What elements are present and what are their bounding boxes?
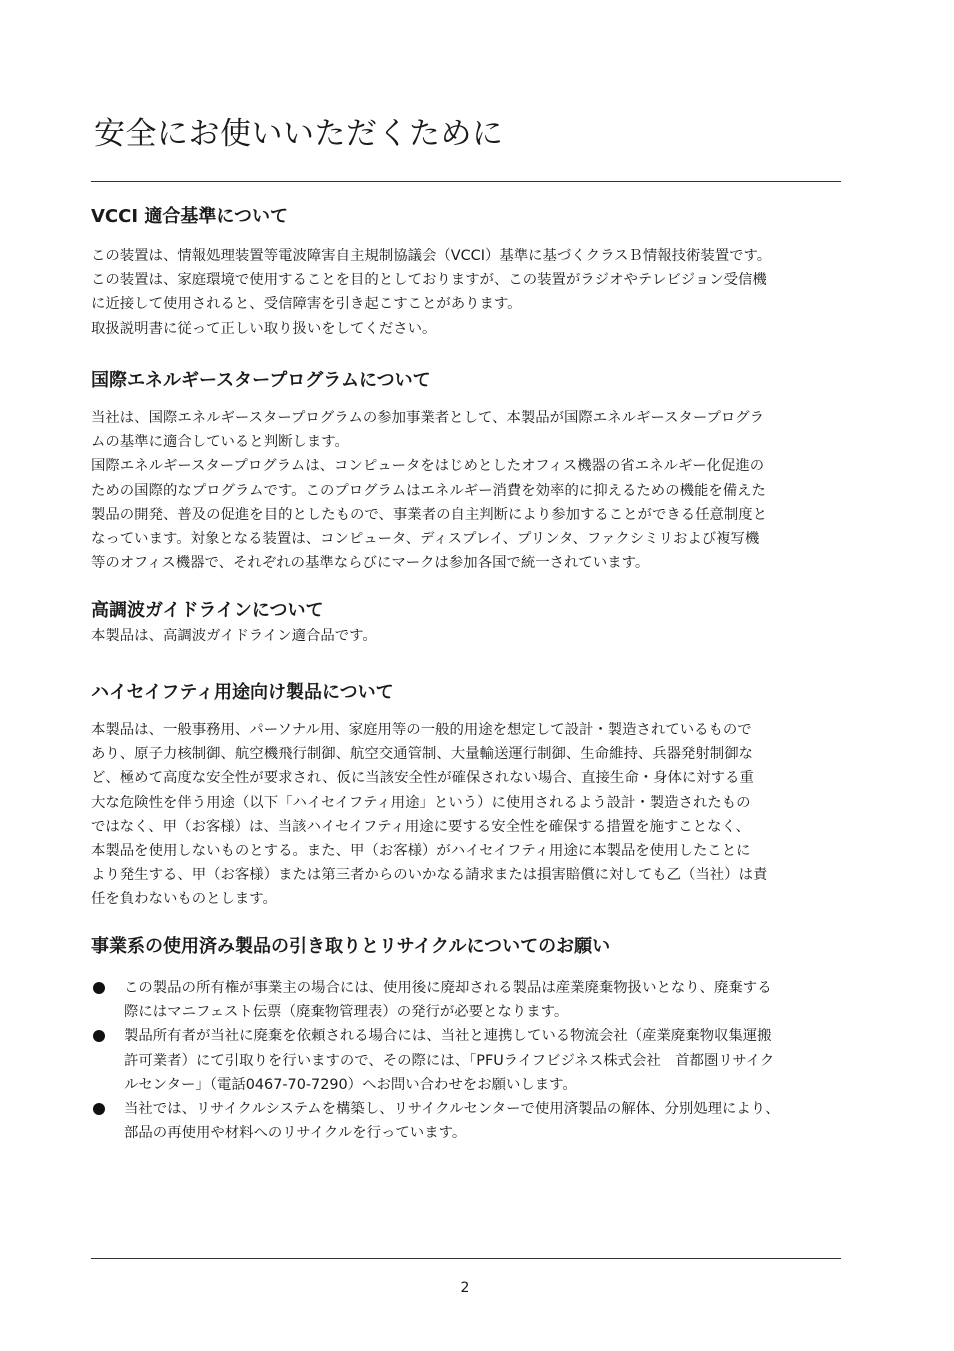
section-heading-high-safety: ハイセイフティ用途向け製品について [91, 682, 394, 703]
list-item-line: この製品の所有権が事業主の場合には、使用後に廃却される製品は産業廃棄物扱いとなり、廃棄する [124, 980, 772, 996]
list-item-line: 当社では、リサイクルシステムを構築し、リサイクルセンターで使用済製品の解体、分別処理により、 [124, 1101, 780, 1118]
body-line: ど、極めて高度な安全性が要求され、仮に当該安全性が確保されない場合、直接生命・身体に対する重 [91, 770, 754, 787]
section-heading-recycling: 事業系の使用済み製品の引き取りとリサイクルについてのお願い [91, 936, 611, 957]
bullet-icon [93, 1030, 105, 1042]
body-line: 製品の開発、普及の促進を目的としたもので、事業者の自主判断により参加することができる任意制度と [91, 506, 768, 523]
section-energy-star [91, 368, 843, 575]
body-line: に近接して使用されると、受信障害を引き起こすことがあります。 [91, 296, 522, 313]
list-item [91, 976, 843, 1024]
section-body-harmonic [91, 624, 843, 648]
body-line: 大な危険性を伴う用途（以下「ハイセイフティ用途」という）に使用されるよう設計・製造されたもの [91, 794, 751, 811]
top-divider [91, 181, 841, 182]
section-body-vcci [91, 244, 843, 341]
section-heading-vcci: VCCI 適合基準について [91, 206, 288, 227]
body-line: ではなく、甲（お客様）は、当該ハイセイフティ用途に要する安全性を確保する措置を施すことなく、 [91, 818, 750, 835]
body-line: なっています。対象となる装置は、コンピュータ、ディスプレイ、プリンタ、ファクシミリおよび複写機 [91, 531, 760, 548]
section-vcci [91, 204, 843, 341]
body-line: 当社は、国際エネルギースタープログラムの参加事業者として、本製品が国際エネルギースタープログラ [91, 410, 765, 426]
list-item-line: 製品所有者が当社に廃棄を依頼される場合には、当社と連携している物流会社（産業廃棄物収集運搬 [124, 1028, 772, 1045]
section-heading-energy-star: 国際エネルギースタープログラムについて [91, 370, 431, 391]
bullet-icon [93, 1103, 105, 1115]
bottom-divider [91, 1258, 841, 1259]
body-line: 本製品を使用しないものとする。また、甲（お客様）がハイセイフティ用途に本製品を使用したことに [91, 843, 751, 860]
body-line: ムの基準に適合していると判断します。 [91, 434, 349, 451]
body-line: より発生する、甲（お客様）または第三者からのいかなる請求または損害賠償に対しても乙（当社）は責 [91, 867, 768, 884]
body-line: 本製品は、高調波ガイドライン適合品です。 [91, 628, 377, 644]
section-body-high-safety [91, 718, 843, 912]
list-item [91, 1097, 843, 1145]
recycling-list [91, 976, 843, 1145]
body-line: この装置は、家庭環境で使用することを目的としておりますが、この装置がラジオやテレビジョン受信機 [91, 272, 767, 289]
body-line: この装置は、情報処理装置等電波障害自主規制協議会（VCCI）基準に基づくクラスＢ情報技術装置です。 [91, 248, 772, 264]
bullet-icon [93, 982, 105, 994]
list-item [91, 1024, 843, 1097]
list-item-line: 許可業者）にて引取りを行いますので、その際には、「PFUライフビジネス株式会社 首都圏リサイク [124, 1052, 775, 1069]
section-harmonic [91, 598, 843, 648]
page-title: 安全にお使いいただくために [94, 116, 504, 152]
section-recycling [91, 934, 843, 1145]
body-line: あり、原子力核制御、航空機飛行制御、航空交通管制、大量輸送運行制御、生命維持、兵器発射制御な [91, 746, 753, 763]
list-item-line: 際にはマニフェスト伝票（廃棄物管理表）の発行が必要となります。 [124, 1004, 569, 1021]
section-high-safety [91, 680, 843, 912]
body-line: 本製品は、一般事務用、パーソナル用、家庭用等の一般的用途を想定して設計・製造されているもので [91, 722, 752, 738]
body-line: 任を負わないものとします。 [91, 891, 277, 908]
section-body-energy-star [91, 406, 843, 575]
body-line: 等のオフィス機器で、それぞれの基準ならびにマークは参加各国で統一されています。 [91, 555, 650, 572]
body-line: 取扱説明書に従って正しい取り扱いをしてください。 [91, 320, 437, 337]
list-item-line: ルセンター」（電話0467-70-7290）へお問い合わせをお願いします。 [124, 1076, 577, 1093]
list-item-line: 部品の再使用や材料へのリサイクルを行っています。 [124, 1125, 467, 1142]
section-heading-harmonic: 高調波ガイドラインについて [91, 600, 324, 621]
page-number: 2 [460, 1280, 470, 1296]
body-line: 国際エネルギースタープログラムは、コンピュータをはじめとしたオフィス機器の省エネルギー化促進の [91, 458, 765, 475]
body-line: ための国際的なプログラムです。このプログラムはエネルギー消費を効率的に抑えるための機能を備えた [91, 482, 766, 499]
